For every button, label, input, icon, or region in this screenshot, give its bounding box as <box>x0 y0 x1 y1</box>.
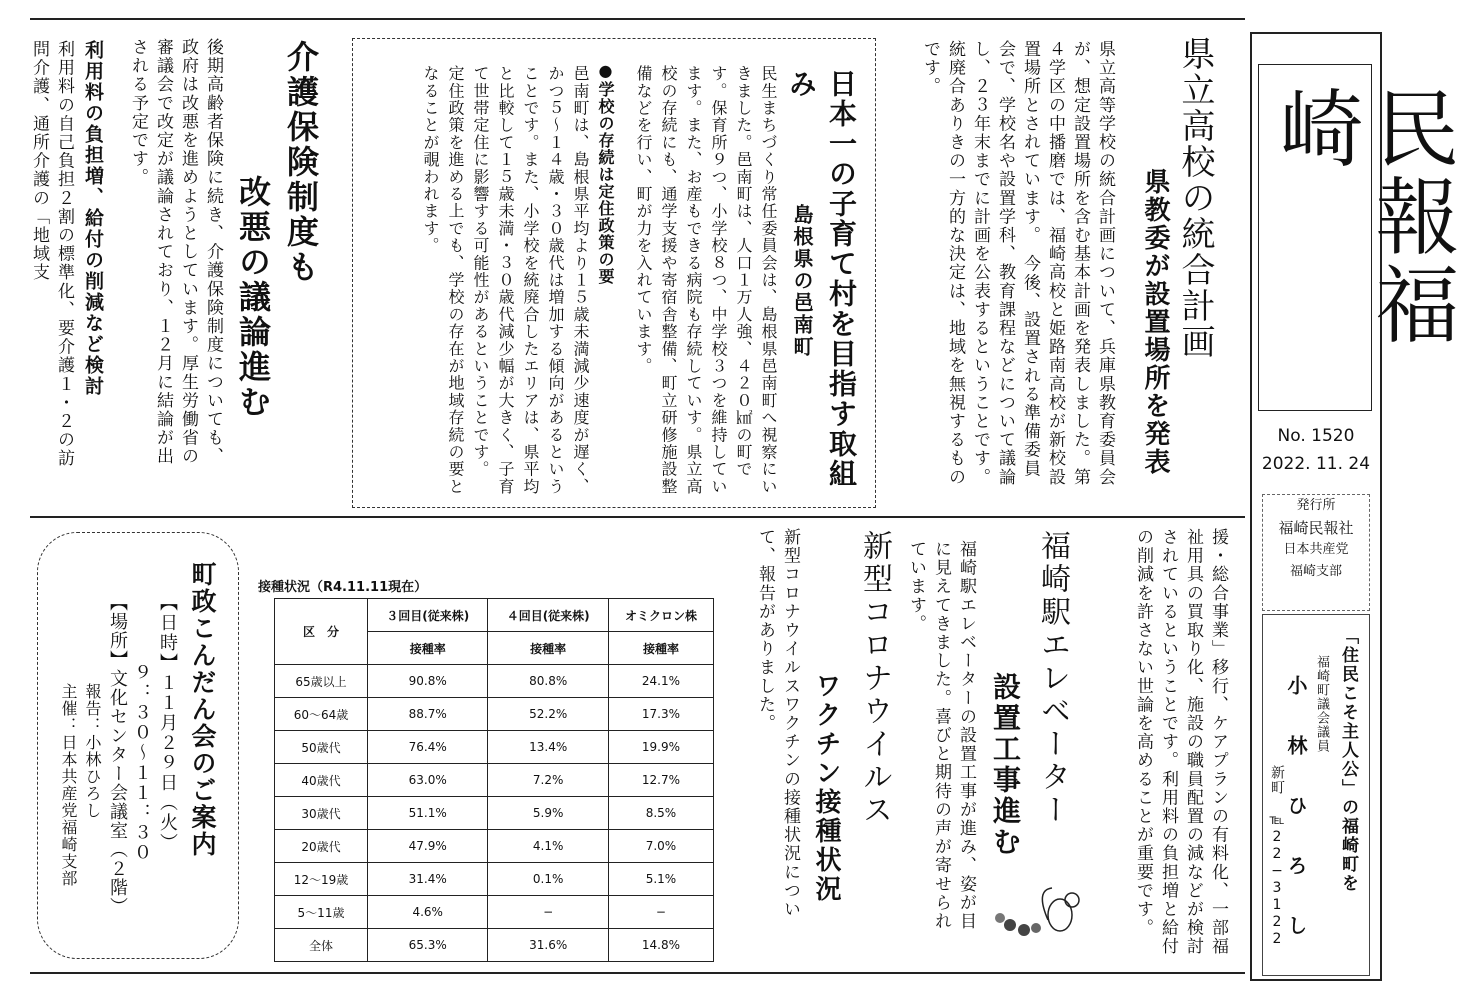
event-place: 【場所】文化センター会議室（２階） <box>107 593 128 916</box>
subheader-rate: 接種率 <box>488 632 608 665</box>
row-label: 全体 <box>275 929 368 962</box>
publisher-box <box>1262 494 1370 611</box>
cell: 4.6% <box>368 896 488 929</box>
table-row <box>275 797 714 830</box>
care-section-heading: 利用料の負担増、給付の削減など検討 <box>82 40 104 397</box>
cell: 52.2% <box>488 698 608 731</box>
table-row <box>275 764 714 797</box>
cell: 80.8% <box>488 665 608 698</box>
table-row <box>275 731 714 764</box>
subheader-rate: 接種率 <box>368 632 488 665</box>
table-caption: 接種状況（R4.11.11現在） <box>258 580 428 595</box>
table-row <box>275 830 714 863</box>
cell: 19.9% <box>608 731 713 764</box>
childcare-article-box <box>352 38 876 508</box>
cell: 63.0% <box>368 764 488 797</box>
covid-subhead: ワクチン接種状況 <box>811 672 841 904</box>
school-headline: 県立高校の統合計画 <box>1175 36 1215 360</box>
header-omicron: オミクロン株 <box>608 599 713 632</box>
logo-frame <box>1258 64 1460 411</box>
table-row <box>275 698 714 731</box>
issue-number: No. 1520 <box>1277 426 1355 446</box>
cell: 76.4% <box>368 731 488 764</box>
cell: 88.7% <box>368 698 488 731</box>
childcare-body-1: 民生まちづくり常任委員会は、島根県邑南町へ視察にいきました。邑南町は、人口１万人強、４２０㎢の町です。保育所９つ、小学校８つ、中学校３つを維持しています。また、お産もできる病院も存続していす。県立高校の存続にも、通学支援や寄宿舎整備、町立研修施設整備などを行い、町が力を入れています。 <box>634 65 778 495</box>
top-rule <box>30 18 1245 20</box>
cell: 31.6% <box>488 929 608 962</box>
cell: 13.4% <box>488 731 608 764</box>
school-body: 県立高等学校の統合計画について、兵庫県教育委員会が、想定設置場所を含む基本計画を発表しました。第４学区の中播磨では、福崎高校と姫路南高校が新校設置場所とされています。 今後、設置される準備委員会で、学校名や設置学科、教育課程などについて議論し、２３年末までに計画を公表するということです。 統廃合ありきの一方的な決定は、地域を無視するものです。 <box>920 40 1115 497</box>
row-label: 30歳代 <box>275 797 368 830</box>
header-category: 区 分 <box>275 599 368 665</box>
cell: 14.8% <box>608 929 713 962</box>
newspaper-logo: 民報福崎 <box>1266 85 1460 349</box>
cell: 24.1% <box>608 665 713 698</box>
row-label: 5〜11歳 <box>275 896 368 929</box>
care-body-2-continued: 援・総合事業」移行、ケアプランの有料化、一部福祉用具の買取り化、施設の職員配置の減などが検討されているということです。利用料の負担増と給付の削減を許さない世論を高めることが重要です。 <box>1133 528 1228 956</box>
event-date: 【日時】１１月２９日（火） <box>157 593 178 853</box>
table-row <box>275 665 714 698</box>
cell: 5.9% <box>488 797 608 830</box>
branch-name: 福崎支部 <box>1289 564 1342 579</box>
covid-body: 新型コロナウイルスワクチンの接種状況について、報告がありました。 <box>755 528 800 919</box>
row-label: 65歳以上 <box>275 665 368 698</box>
row-label: 40歳代 <box>275 764 368 797</box>
cell: 8.5% <box>608 797 713 830</box>
childcare-section-heading: ●学校の存続は定住政策の要 <box>596 61 615 285</box>
vaccine-table <box>274 598 714 962</box>
squirrel-illustration <box>990 880 1090 940</box>
table-row <box>275 896 714 929</box>
event-time: ９：３０〜１１：３０ <box>131 663 152 863</box>
school-subhead: 県教委が設置場所を発表 <box>1140 168 1170 476</box>
member-name: 小 林 ひ ろ し <box>1284 675 1308 943</box>
cell: 65.3% <box>368 929 488 962</box>
councillor-box <box>1262 614 1370 976</box>
cell: 90.8% <box>368 665 488 698</box>
care-headline-1: 介護保険制度も <box>282 40 320 285</box>
contact-info: 新町 ℡22−3122 <box>1269 765 1285 948</box>
cell: 7.0% <box>608 830 713 863</box>
row-label: 12〜19歳 <box>275 863 368 896</box>
care-headline-2: 改悪の議論進む <box>234 175 272 420</box>
cell: 7.2% <box>488 764 608 797</box>
elevator-body: 福崎駅エレベーターの設置工事が進み、姿が目に見えてきました。喜びと期待の声が寄せられています。 <box>906 540 976 931</box>
event-title: 町政こんだん会のご案内 <box>188 561 217 858</box>
cell: 5.1% <box>608 863 713 896</box>
event-reporter: 報告：小林ひろし <box>83 683 102 819</box>
elevator-subhead: 設置工事進む <box>989 672 1022 858</box>
table-row <box>275 929 714 962</box>
header-dose4: ４回目(従来株) <box>488 599 608 632</box>
slogan: 「住民こそ主人公」の福崎町を <box>1338 627 1358 893</box>
bottom-rule <box>30 972 1245 974</box>
cell: 4.1% <box>488 830 608 863</box>
childcare-headline: 日本一の子育て村を目指す取組み <box>785 69 858 489</box>
middle-rule <box>30 516 1245 518</box>
cell: − <box>488 896 608 929</box>
covid-headline: 新型コロナウイルス <box>857 530 892 827</box>
row-label: 50歳代 <box>275 731 368 764</box>
cell: − <box>608 896 713 929</box>
care-body-1: 後期高齢者保険に続き、介護保険制度についても、政府は改悪を進めようとしています。厚生労働省の審議会で改定が議論されており、１２月に結論が出される予定です。 <box>128 38 223 466</box>
subheader-rate: 接種率 <box>608 632 713 665</box>
masthead <box>1250 32 1460 981</box>
party-name: 日本共産党 <box>1283 542 1349 557</box>
publisher-name: 福崎民報社 <box>1278 519 1354 537</box>
childcare-subhead: 島根県の邑南町 <box>790 204 814 358</box>
publisher-label: 発行所 <box>1296 498 1336 513</box>
event-host: 主催：日本共産党福崎支部 <box>59 683 78 887</box>
row-label: 60〜64歳 <box>275 698 368 731</box>
cell: 51.1% <box>368 797 488 830</box>
cell: 31.4% <box>368 863 488 896</box>
cell: 17.3% <box>608 698 713 731</box>
table-row <box>275 863 714 896</box>
cell: 12.7% <box>608 764 713 797</box>
event-notice-box <box>37 532 239 959</box>
member-title: 福崎町議会議員 <box>1314 655 1329 753</box>
childcare-body-2: 邑南町は、島根県平均より１５歳未満減少速度が遅く、かつ５〜１４歳・３０歳代は増加する傾向があるということです。また、小学校を統廃合したエリアは、県平均と比較して１５歳未満・３０歳代減少幅が大きく、子育て世帯定住に影響する可能性があるということです。 定住政策を進める上でも、学校の存在が地域存続の要となることが覗われます。 <box>421 65 590 495</box>
cell: 47.9% <box>368 830 488 863</box>
cell: 0.1% <box>488 863 608 896</box>
header-dose3: ３回目(従来株) <box>368 599 488 632</box>
care-body-2-start: 利用料の自己負担２割の標準化、要介護１・２の訪問介護、通所介護の「地域支 <box>29 40 74 468</box>
issue-date: 2022. 11. 24 <box>1261 454 1371 474</box>
elevator-headline: 福崎駅エレベーター <box>1035 530 1070 827</box>
row-label: 20歳代 <box>275 830 368 863</box>
